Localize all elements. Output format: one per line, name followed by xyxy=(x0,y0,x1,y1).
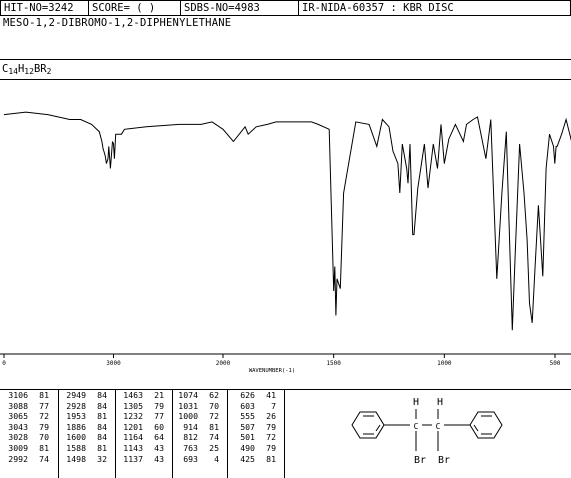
peak-transmittance: 32 xyxy=(97,453,107,464)
peak-wavenumber: 603 xyxy=(240,400,255,411)
hit-number: HIT-NO=3242 xyxy=(1,1,89,15)
peak-wavenumber: 2992 xyxy=(8,453,28,464)
peak-row xyxy=(2,454,49,465)
peak-wavenumber: 1953 xyxy=(66,411,86,422)
peak-transmittance: 79 xyxy=(266,421,276,432)
peak-transmittance: 79 xyxy=(39,421,49,432)
spectrum-line xyxy=(4,112,571,330)
x-tick-label: 500 xyxy=(549,360,561,367)
peak-row xyxy=(2,411,49,422)
peak-column xyxy=(117,390,164,464)
peak-transmittance: 70 xyxy=(209,400,219,411)
peak-transmittance: 84 xyxy=(97,390,107,400)
peak-row xyxy=(60,443,107,454)
peak-transmittance: 81 xyxy=(39,442,49,453)
peak-transmittance: 74 xyxy=(209,432,219,443)
peak-wavenumber: 1463 xyxy=(123,390,143,400)
compound-name: MESO-1,2-DIBROMO-1,2-DIPHENYLETHANE xyxy=(3,17,232,29)
peak-row xyxy=(172,401,219,412)
peak-transmittance: 84 xyxy=(97,421,107,432)
peak-row xyxy=(117,411,164,422)
c-label: C xyxy=(435,422,441,431)
peak-row xyxy=(117,422,164,433)
peak-wavenumber: 3088 xyxy=(8,400,28,411)
peak-wavenumber: 3106 xyxy=(8,390,28,400)
compound-formula: $C_{14}H_{12}BR_2$ xyxy=(2,63,52,76)
peak-row xyxy=(60,432,107,443)
peak-transmittance: 43 xyxy=(154,453,164,464)
peak-transmittance: 7 xyxy=(271,400,276,411)
peak-wavenumber: 1201 xyxy=(123,421,143,432)
peak-row xyxy=(2,390,49,401)
peak-row xyxy=(172,454,219,465)
ir-info: IR-NIDA-60357 : KBR DISC xyxy=(302,2,454,14)
peak-row xyxy=(229,432,276,443)
peak-transmittance: 70 xyxy=(39,432,49,443)
peak-row xyxy=(229,390,276,401)
x-axis-label: WAVENUMBER(-1) xyxy=(248,368,296,374)
peak-wavenumber: 626 xyxy=(240,390,255,400)
table-divider xyxy=(227,390,228,478)
peak-wavenumber: 1143 xyxy=(123,442,143,453)
peak-transmittance: 26 xyxy=(266,411,276,422)
peak-wavenumber: 1498 xyxy=(66,453,86,464)
peak-wavenumber: 1886 xyxy=(66,421,86,432)
peak-transmittance: 60 xyxy=(154,421,164,432)
peak-wavenumber: 3043 xyxy=(8,421,28,432)
peak-transmittance: 81 xyxy=(209,421,219,432)
peak-table xyxy=(0,390,571,478)
peak-row xyxy=(229,443,276,454)
peak-wavenumber: 1164 xyxy=(123,432,143,443)
peak-row xyxy=(117,401,164,412)
peak-wavenumber: 1588 xyxy=(66,442,86,453)
peak-wavenumber: 812 xyxy=(183,432,198,443)
x-tick-label: 0 xyxy=(2,360,6,367)
peak-row xyxy=(117,443,164,454)
peak-row xyxy=(229,411,276,422)
peak-transmittance: 43 xyxy=(154,442,164,453)
h-label: H xyxy=(412,397,420,408)
peak-wavenumber: 3028 xyxy=(8,432,28,443)
peak-row xyxy=(117,454,164,465)
peak-row xyxy=(229,401,276,412)
peak-transmittance: 79 xyxy=(266,442,276,453)
peak-transmittance: 77 xyxy=(154,411,164,422)
peak-transmittance: 81 xyxy=(97,411,107,422)
peak-wavenumber: 3065 xyxy=(8,411,28,422)
x-tick-label: 1500 xyxy=(326,360,341,367)
table-divider xyxy=(172,390,173,478)
peak-row xyxy=(172,411,219,422)
peak-wavenumber: 501 xyxy=(240,432,255,443)
peak-wavenumber: 2928 xyxy=(66,400,86,411)
table-divider xyxy=(115,390,116,478)
x-tick-label: 1000 xyxy=(437,360,452,367)
peak-wavenumber: 425 xyxy=(240,453,255,464)
peak-transmittance: 41 xyxy=(266,390,276,400)
c-label: C xyxy=(413,422,419,431)
br-label: Br xyxy=(437,455,451,466)
peak-column xyxy=(2,390,49,464)
h-label: H xyxy=(436,397,444,408)
x-tick-label: 3000 xyxy=(106,360,121,367)
peak-wavenumber: 3009 xyxy=(8,442,28,453)
peak-column xyxy=(229,390,276,464)
peak-transmittance: 25 xyxy=(209,442,219,453)
peak-row xyxy=(60,401,107,412)
peak-transmittance: 72 xyxy=(266,432,276,443)
peak-row xyxy=(2,422,49,433)
peak-row xyxy=(172,432,219,443)
peak-wavenumber: 555 xyxy=(240,411,255,422)
x-tick-label: 2000 xyxy=(215,360,231,367)
peak-wavenumber: 914 xyxy=(183,421,198,432)
peak-row xyxy=(60,422,107,433)
peak-wavenumber: 507 xyxy=(240,421,255,432)
peak-row xyxy=(60,454,107,465)
peak-wavenumber: 2949 xyxy=(66,390,86,400)
peak-wavenumber: 1000 xyxy=(178,411,198,422)
peak-column xyxy=(60,390,107,464)
peak-wavenumber: 1232 xyxy=(123,411,143,422)
peak-row xyxy=(2,432,49,443)
peak-column xyxy=(172,390,219,464)
table-divider xyxy=(284,390,285,478)
peak-wavenumber: 1305 xyxy=(123,400,143,411)
peak-row xyxy=(2,443,49,454)
peak-transmittance: 81 xyxy=(266,453,276,464)
peak-row xyxy=(117,390,164,401)
peak-row xyxy=(172,443,219,454)
peak-transmittance: 79 xyxy=(154,400,164,411)
peak-row xyxy=(172,390,219,401)
peak-transmittance: 4 xyxy=(214,453,219,464)
peak-transmittance: 81 xyxy=(39,390,49,400)
br-label: Br xyxy=(413,455,427,466)
peak-wavenumber: 1600 xyxy=(66,432,86,443)
peak-row xyxy=(172,422,219,433)
peak-row xyxy=(60,411,107,422)
peak-transmittance: 72 xyxy=(39,411,49,422)
peak-transmittance: 21 xyxy=(154,390,164,400)
peak-row xyxy=(117,432,164,443)
peak-transmittance: 64 xyxy=(154,432,164,443)
peak-transmittance: 62 xyxy=(209,390,219,400)
peak-transmittance: 84 xyxy=(97,432,107,443)
peak-transmittance: 74 xyxy=(39,453,49,464)
peak-row xyxy=(2,401,49,412)
sdbs-number: SDBS-NO=4983 xyxy=(181,1,299,15)
peak-transmittance: 81 xyxy=(97,442,107,453)
peak-row xyxy=(229,454,276,465)
peak-row xyxy=(229,422,276,433)
peak-row xyxy=(60,390,107,401)
table-divider xyxy=(58,390,59,478)
peak-transmittance: 72 xyxy=(209,411,219,422)
peak-transmittance: 84 xyxy=(97,400,107,411)
peak-wavenumber: 763 xyxy=(183,442,198,453)
score: SCORE= ( ) xyxy=(89,1,181,15)
peak-transmittance: 77 xyxy=(39,400,49,411)
peak-wavenumber: 490 xyxy=(240,442,255,453)
peak-wavenumber: 1074 xyxy=(178,390,198,400)
peak-wavenumber: 1031 xyxy=(178,400,198,411)
peak-wavenumber: 1137 xyxy=(123,453,143,464)
peak-wavenumber: 693 xyxy=(183,453,198,464)
